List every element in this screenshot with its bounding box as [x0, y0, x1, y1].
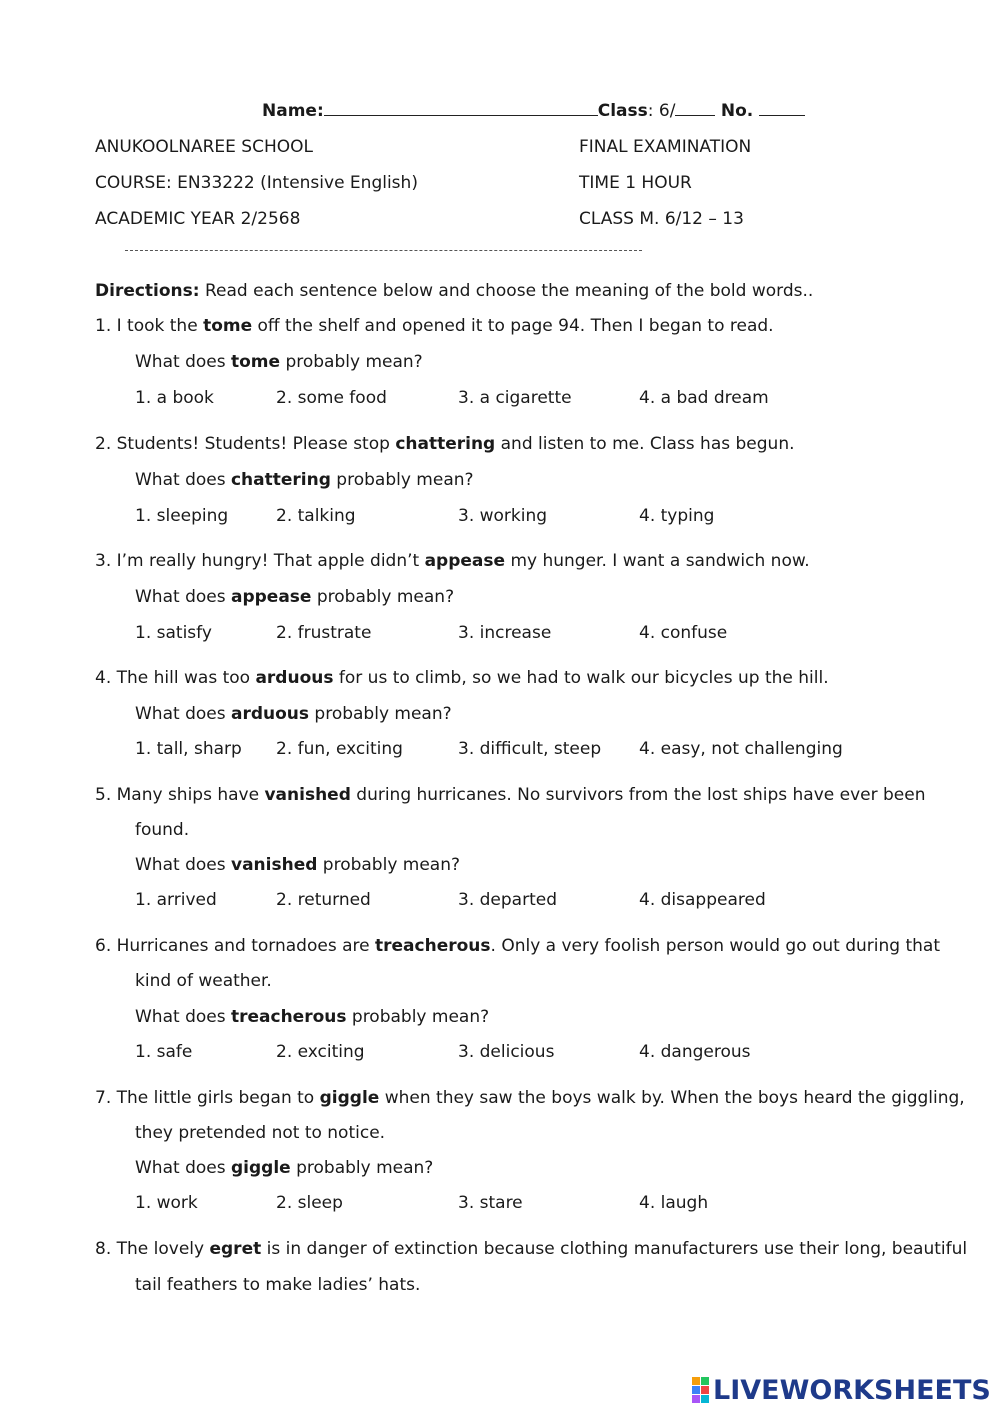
- question-6-option-3[interactable]: 3. delicious: [458, 1042, 555, 1062]
- question-1-option-4[interactable]: 4. a bad dream: [639, 388, 769, 408]
- bold-word: treacherous: [230, 1007, 347, 1027]
- question-2-option-3[interactable]: 3. working: [458, 506, 548, 526]
- no-label: No.: [720, 101, 754, 121]
- question-4-prompt: What does arduous probably mean?: [135, 704, 452, 724]
- question-1-option-2[interactable]: 2. some food: [276, 388, 387, 408]
- question-1-sentence: 1. I took the tome off the shelf and opened it to page 94. Then I began to read.: [95, 316, 774, 336]
- bold-word: treacherous: [375, 936, 491, 956]
- question-5-prompt: What does vanished probably mean?: [135, 855, 461, 875]
- question-7-sentence-continued: they pretended not to notice.: [135, 1123, 386, 1143]
- bold-word: giggle: [319, 1088, 380, 1108]
- question-3-option-2[interactable]: 2. frustrate: [276, 623, 372, 643]
- question-5-option-3[interactable]: 3. departed: [458, 890, 557, 910]
- exam-title: FINAL EXAMINATION: [579, 137, 752, 157]
- question-1-option-1[interactable]: 1. a book: [135, 388, 214, 408]
- bold-word: arduous: [255, 668, 334, 688]
- class-label: Class: [597, 101, 648, 121]
- question-6-sentence: 6. Hurricanes and tornadoes are treacherous. Only a very foolish person would go out during that: [95, 936, 941, 956]
- academic-year: ACADEMIC YEAR 2/2568: [95, 209, 301, 229]
- bold-word: chattering: [395, 434, 496, 454]
- directions-text: Read each sentence below and choose the meaning of the bold words..: [199, 281, 814, 301]
- question-5-sentence: 5. Many ships have vanished during hurricanes. No survivors from the lost ships have ever been: [95, 785, 926, 805]
- class-field[interactable]: [675, 101, 715, 116]
- directions-label: Directions:: [95, 281, 200, 301]
- question-7-option-3[interactable]: 3. stare: [458, 1193, 523, 1213]
- school-name: ANUKOOLNAREE SCHOOL: [95, 137, 313, 157]
- course-info: COURSE: EN33222 (Intensive English): [95, 173, 418, 193]
- question-6-option-1[interactable]: 1. safe: [135, 1042, 193, 1062]
- question-8-sentence-continued: tail feathers to make ladies’ hats.: [135, 1275, 421, 1295]
- class-range: CLASS M. 6/12 – 13: [579, 209, 744, 229]
- question-3-option-1[interactable]: 1. satisfy: [135, 623, 212, 643]
- question-7-option-1[interactable]: 1. work: [135, 1193, 198, 1213]
- question-8-sentence: 8. The lovely egret is in danger of extinction because clothing manufacturers use their long, beautiful: [95, 1239, 968, 1259]
- number-field[interactable]: [759, 101, 805, 116]
- name-label: Name:: [262, 101, 324, 121]
- name-field[interactable]: [324, 101, 598, 116]
- question-6-option-2[interactable]: 2. exciting: [276, 1042, 365, 1062]
- liveworksheets-logo-icon: [692, 1377, 709, 1403]
- question-2-option-4[interactable]: 4. typing: [639, 506, 715, 526]
- question-6-prompt: What does treacherous probably mean?: [135, 1007, 490, 1027]
- student-info-line: [262, 101, 805, 121]
- bold-word: tome: [203, 316, 253, 336]
- bold-word: vanished: [230, 855, 318, 875]
- question-4-sentence: 4. The hill was too arduous for us to climb, so we had to walk our bicycles up the hill.: [95, 668, 829, 688]
- question-3-option-3[interactable]: 3. increase: [458, 623, 552, 643]
- question-2-option-1[interactable]: 1. sleeping: [135, 506, 229, 526]
- question-5-option-4[interactable]: 4. disappeared: [639, 890, 766, 910]
- bold-word: egret: [209, 1239, 262, 1259]
- question-6-sentence-continued: kind of weather.: [135, 971, 272, 991]
- question-3-prompt: What does appease probably mean?: [135, 587, 455, 607]
- question-2-sentence: 2. Students! Students! Please stop chattering and listen to me. Class has begun.: [95, 434, 795, 454]
- class-value: : 6/: [647, 101, 676, 121]
- question-1-prompt: What does tome probably mean?: [135, 352, 423, 372]
- liveworksheets-logo-text: LIVEWORKSHEETS: [713, 1374, 991, 1406]
- bold-word: chattering: [230, 470, 331, 490]
- question-5-option-2[interactable]: 2. returned: [276, 890, 371, 910]
- question-4-option-4[interactable]: 4. easy, not challenging: [639, 739, 843, 759]
- question-7-prompt: What does giggle probably mean?: [135, 1158, 434, 1178]
- liveworksheets-logo: [692, 1374, 991, 1406]
- question-5-option-1[interactable]: 1. arrived: [135, 890, 217, 910]
- question-3-sentence: 3. I’m really hungry! That apple didn’t appease my hunger. I want a sandwich now.: [95, 551, 810, 571]
- question-2-option-2[interactable]: 2. talking: [276, 506, 356, 526]
- bold-word: vanished: [264, 785, 351, 805]
- question-5-sentence-continued: found.: [135, 820, 190, 840]
- bold-word: tome: [230, 352, 281, 372]
- bold-word: appease: [230, 587, 312, 607]
- bold-word: giggle: [230, 1158, 291, 1178]
- question-6-option-4[interactable]: 4. dangerous: [639, 1042, 751, 1062]
- question-4-option-2[interactable]: 2. fun, exciting: [276, 739, 403, 759]
- question-7-sentence: 7. The little girls began to giggle when they saw the boys walk by. When the boys heard the giggling,: [95, 1088, 965, 1108]
- question-7-option-2[interactable]: 2. sleep: [276, 1193, 343, 1213]
- question-2-prompt: What does chattering probably mean?: [135, 470, 474, 490]
- question-4-option-3[interactable]: 3. difficult, steep: [458, 739, 602, 759]
- question-1-option-3[interactable]: 3. a cigarette: [458, 388, 572, 408]
- bold-word: appease: [424, 551, 506, 571]
- question-4-option-1[interactable]: 1. tall, sharp: [135, 739, 242, 759]
- bold-word: arduous: [230, 704, 310, 724]
- question-3-option-4[interactable]: 4. confuse: [639, 623, 728, 643]
- separator-line: [125, 250, 642, 251]
- question-7-option-4[interactable]: 4. laugh: [639, 1193, 709, 1213]
- directions: [95, 281, 813, 301]
- time-info: TIME 1 HOUR: [579, 173, 692, 193]
